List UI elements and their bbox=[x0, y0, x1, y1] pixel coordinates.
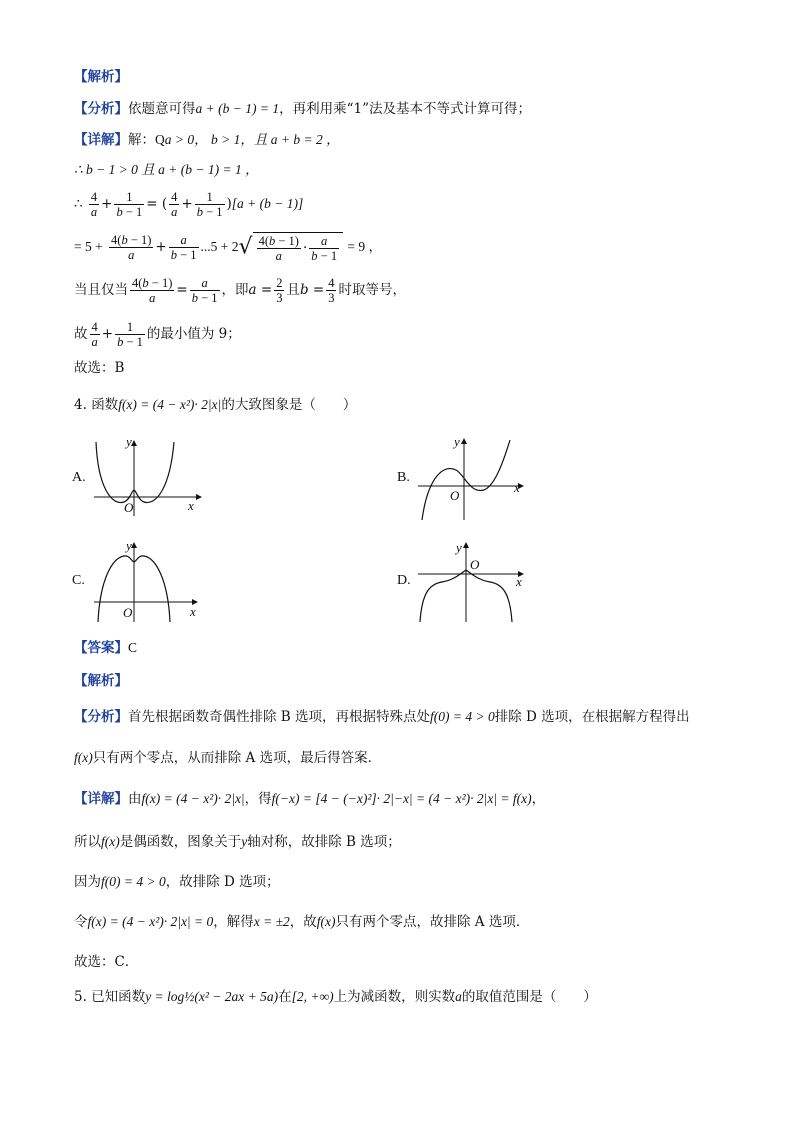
jiexi-tag-1: 【解析】 bbox=[74, 69, 128, 85]
option-c-label[interactable]: C. bbox=[72, 573, 85, 588]
expansion-line: ∴ $\frac{4}{a}$ + $\frac{1}{b - 1}$ = ( $\frac{4}{a}$ + $\frac{1}{b - 1}$ )[a + (b − 1)] bbox=[74, 190, 304, 219]
svg-text:O: O bbox=[124, 500, 134, 515]
equality-line: 当且仅当 $\frac{4(b - 1)}{a}$ = $\frac{a}{b - 1}$ ，即a = $\frac{2}{3}$ 且b = $\frac{4}{3}$ 时取等号， bbox=[74, 276, 406, 305]
analysis-line-1: 【分析】依题意可得a + (b − 1) = 1，再利用乘“1”法及基本不等式计算可得； bbox=[74, 101, 531, 117]
question-5-stem: 5. 已知函数y = log½(x² − 2ax + 5a)在[2, +∞)上为减函数，则实数a的取值范围是（ ） bbox=[74, 989, 597, 1005]
therefore-line-1: ∴ b − 1 > 0 且 a + (b − 1) = 1 ， bbox=[74, 162, 259, 177]
jiexi-tag-2: 【解析】 bbox=[74, 673, 128, 689]
svg-text:O: O bbox=[123, 605, 133, 620]
analysis-line-2b: f(x)只有两个零点，从而排除 A 选项，最后得答案． bbox=[74, 750, 382, 766]
svg-text:y: y bbox=[126, 538, 132, 553]
graph-option-a[interactable] bbox=[90, 434, 210, 518]
inequality-line: = 5 + $\frac{4(b - 1)}{a}$ + $\frac{a}{b - 1}$ ...5 + 2√ $\frac{4(b - 1)}{a}$ · $\frac{a}{b - 1}$ = 9 ， bbox=[74, 233, 382, 263]
option-a-label[interactable]: A. bbox=[72, 470, 86, 485]
f0-line: 因为f(0) = 4 > 0，故排除 D 选项； bbox=[74, 874, 280, 890]
svg-text:x: x bbox=[516, 574, 522, 589]
svg-text:x: x bbox=[514, 480, 520, 495]
zero-line: 令f(x) = (4 − x²)· 2|x| = 0，解得x = ±2，故f(x)只有两个零点，故排除 A 选项． bbox=[74, 914, 530, 930]
svg-text:y: y bbox=[456, 540, 462, 555]
option-b-label[interactable]: B. bbox=[397, 470, 410, 485]
question-4-stem: 4. 函数f(x) = (4 − x²)· 2|x|的大致图象是（ ） bbox=[74, 397, 357, 413]
answer-line-1: 故选：B bbox=[74, 360, 125, 376]
answer-line-2: 故选：C． bbox=[74, 954, 139, 970]
svg-text:x: x bbox=[188, 498, 194, 513]
option-d-label[interactable]: D. bbox=[397, 573, 411, 588]
even-function-line: 所以f(x)是偶函数，图象关于y轴对称，故排除 B 选项； bbox=[74, 834, 401, 850]
detail-line-2: 【详解】由f(x) = (4 − x²)· 2|x|，得f(−x) = [4 − (−x)²]· 2|−x| = (4 − x²)· 2|x| = f(x)， bbox=[74, 791, 546, 807]
graph-option-b[interactable] bbox=[414, 436, 534, 522]
svg-text:x: x bbox=[190, 604, 196, 619]
svg-text:y: y bbox=[454, 434, 460, 449]
analysis-line-2: 【分析】首先根据函数奇偶性排除 B 选项，再根据特殊点处f(0) = 4 > 0排除 D 选项，在根据解方程得出 bbox=[74, 709, 690, 725]
svg-text:y: y bbox=[126, 434, 132, 449]
graph-option-c[interactable] bbox=[92, 540, 204, 624]
answer-tag-line: 【答案】C bbox=[74, 640, 138, 656]
minimum-line: 故 $\frac{4}{a}$ + $\frac{1}{b - 1}$ 的最小值为 9； bbox=[74, 320, 241, 349]
detail-line-1: 【详解】解：Qa > 0， b > 1，且 a + b = 2 ， bbox=[74, 132, 340, 148]
svg-text:O: O bbox=[470, 557, 480, 572]
graph-option-d[interactable] bbox=[416, 540, 530, 624]
svg-text:O: O bbox=[450, 488, 460, 503]
